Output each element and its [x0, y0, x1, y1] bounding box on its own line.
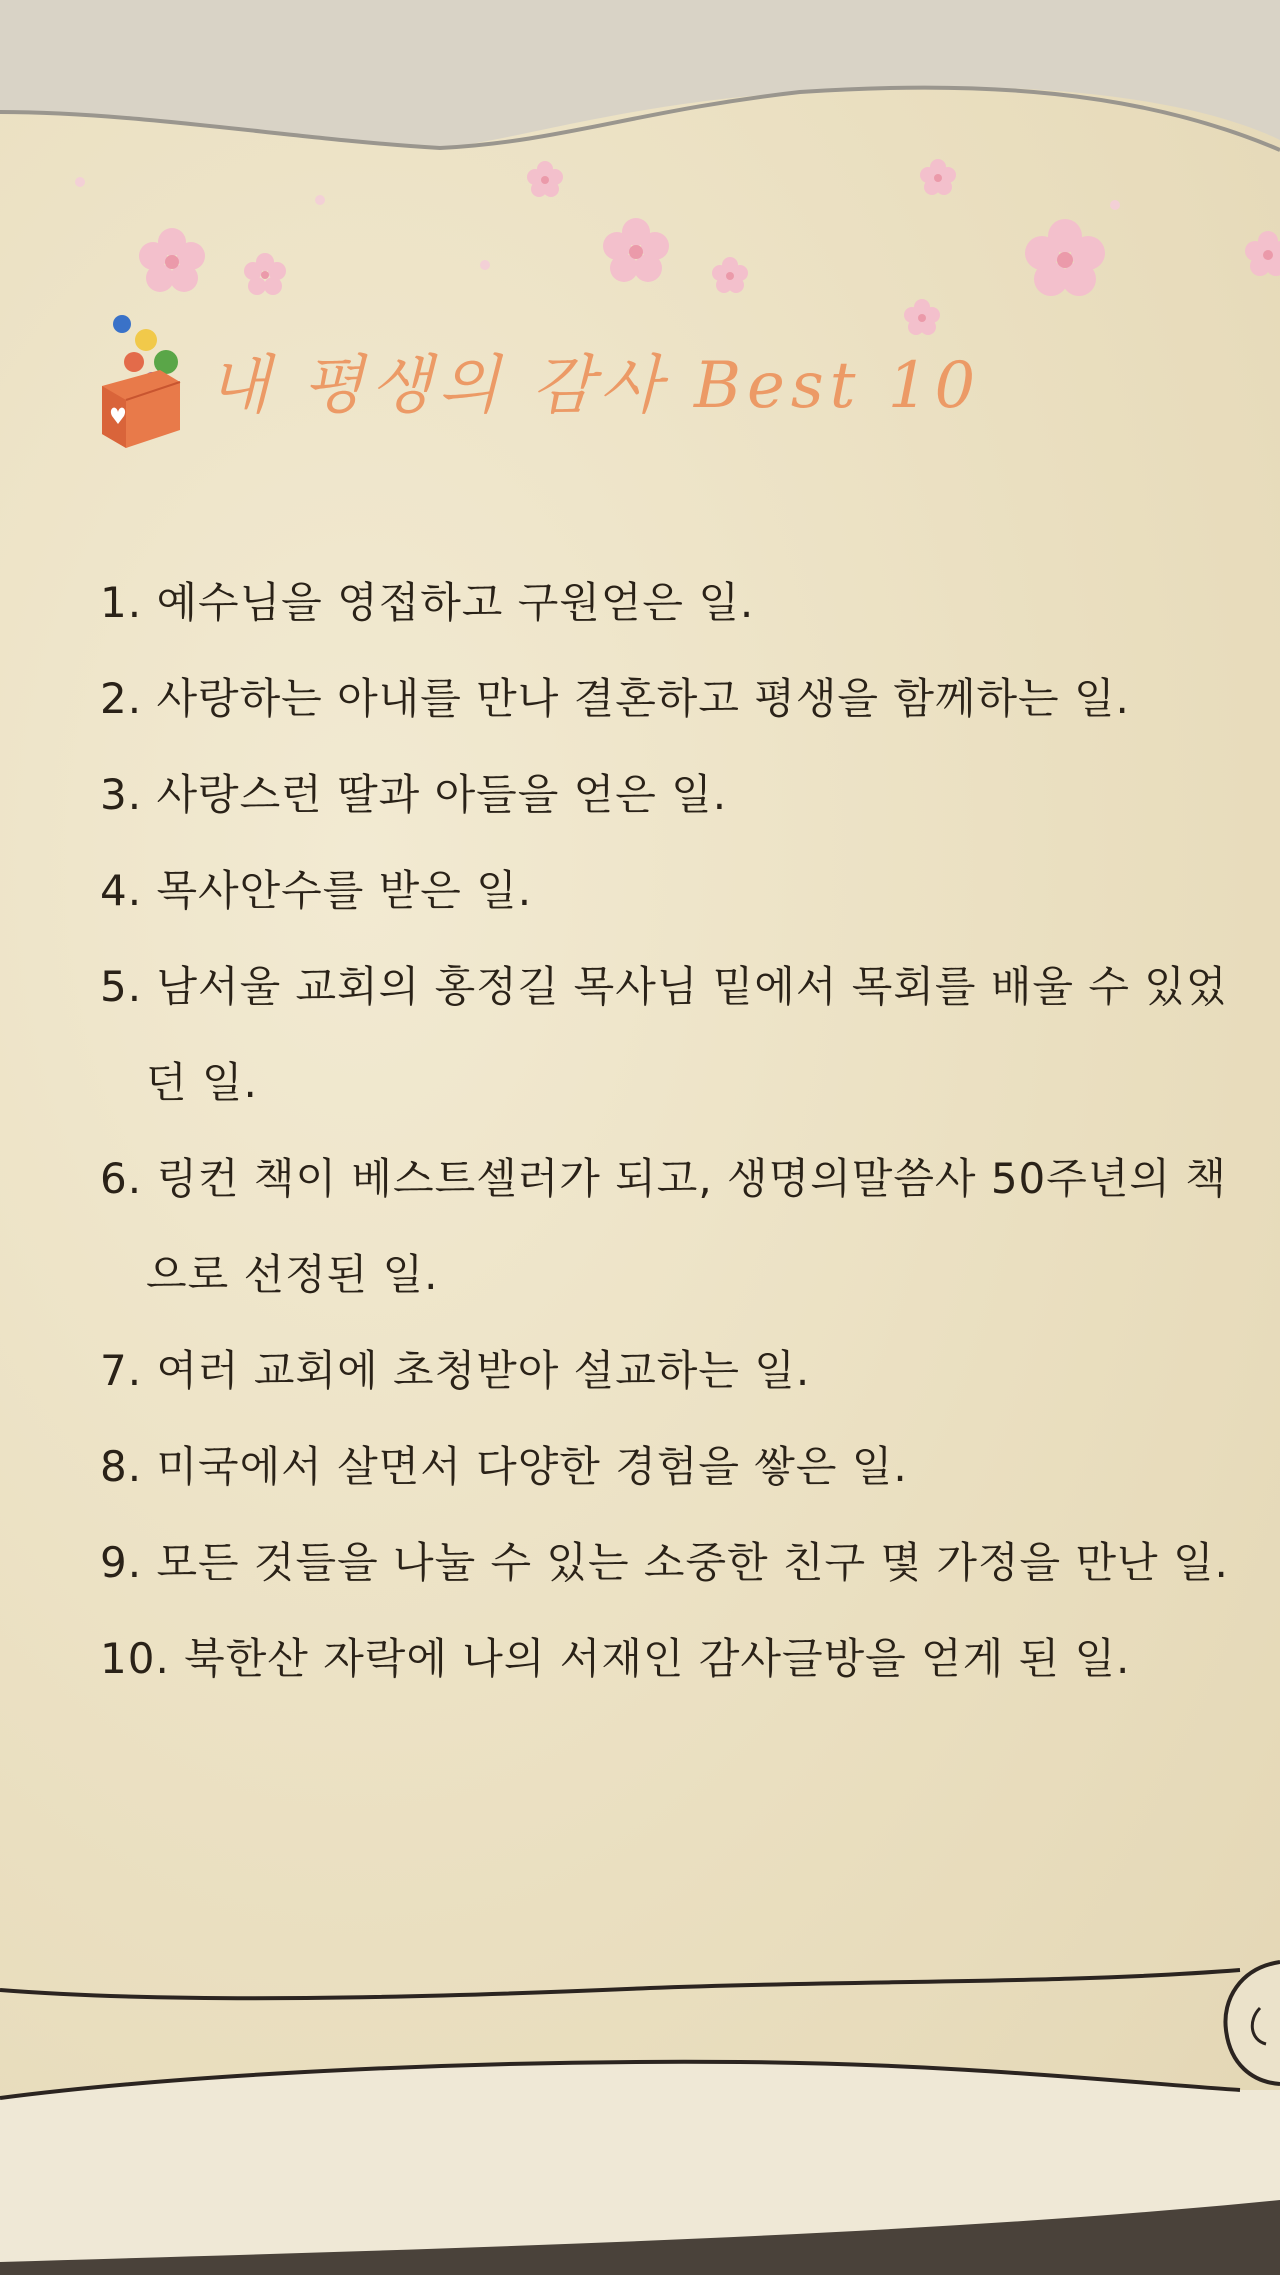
list-item — [100, 843, 1210, 939]
item-number: 2. — [100, 674, 143, 723]
item-text: 남서울 교회의 홍정길 목사님 밑에서 목회를 배울 수 있었 — [156, 962, 1228, 1011]
flower-icon — [603, 218, 669, 282]
item-number: 7. — [100, 1346, 143, 1395]
item-number: 4. — [100, 866, 143, 915]
list-item — [100, 555, 1210, 651]
flower-dot — [315, 195, 325, 205]
item-number: 1. — [100, 578, 143, 627]
flower-icon — [712, 257, 748, 293]
item-text: 모든 것들을 나눌 수 있는 소중한 친구 몇 가정을 만난 일. — [156, 1538, 1229, 1587]
list-item-continuation: 으로 선정된 일. — [146, 1250, 439, 1299]
list-item — [100, 939, 1228, 1035]
item-text: 사랑하는 아내를 만나 결혼하고 평생을 함께하는 일. — [156, 674, 1130, 723]
item-number: 3. — [100, 770, 143, 819]
page-title: 내 평생의 감사 Best 10 — [208, 349, 982, 423]
list-item — [100, 1131, 1227, 1227]
flower-dot — [1110, 200, 1120, 210]
item-text: 북한산 자락에 나의 서재인 감사글방을 얻게 된 일. — [184, 1634, 1131, 1683]
item-number: 8. — [100, 1442, 143, 1491]
item-number: 10. — [100, 1634, 170, 1683]
thanks-list — [100, 555, 1229, 1707]
flower-icon — [920, 159, 956, 195]
item-text: 링컨 책이 베스트셀러가 되고, 생명의말씀사 50주년의 책 — [156, 1154, 1227, 1203]
list-item-continuation: 던 일. — [146, 1058, 258, 1107]
item-text: 여러 교회에 초청받아 설교하는 일. — [156, 1346, 811, 1395]
gift-box-icon — [96, 310, 186, 450]
item-text: 예수님을 영접하고 구원얻은 일. — [156, 578, 755, 627]
flower-icon — [1025, 219, 1105, 296]
flower-dot — [480, 260, 490, 270]
item-text: 목사안수를 받은 일. — [156, 866, 533, 915]
item-number: 5. — [100, 962, 143, 1011]
list-item — [100, 1419, 1210, 1515]
list-item — [100, 1515, 1229, 1611]
flower-icon — [139, 228, 205, 292]
list-item — [100, 651, 1210, 747]
list-item — [100, 1323, 1210, 1419]
item-number: 6. — [100, 1154, 143, 1203]
flower-icon — [527, 161, 563, 197]
flower-icon — [244, 253, 286, 295]
item-number: 9. — [100, 1538, 143, 1587]
item-text: 사랑스런 딸과 아들을 얻은 일. — [156, 770, 728, 819]
scroll-bottom-roll-top — [0, 1970, 1240, 1998]
item-text: 미국에서 살면서 다양한 경험을 쌓은 일. — [156, 1442, 908, 1491]
flower-row — [75, 159, 1280, 335]
title-row — [96, 310, 1096, 460]
list-item — [100, 1611, 1210, 1707]
list-item — [100, 747, 1210, 843]
flower-dot — [75, 177, 85, 187]
flower-icon — [1245, 231, 1280, 276]
